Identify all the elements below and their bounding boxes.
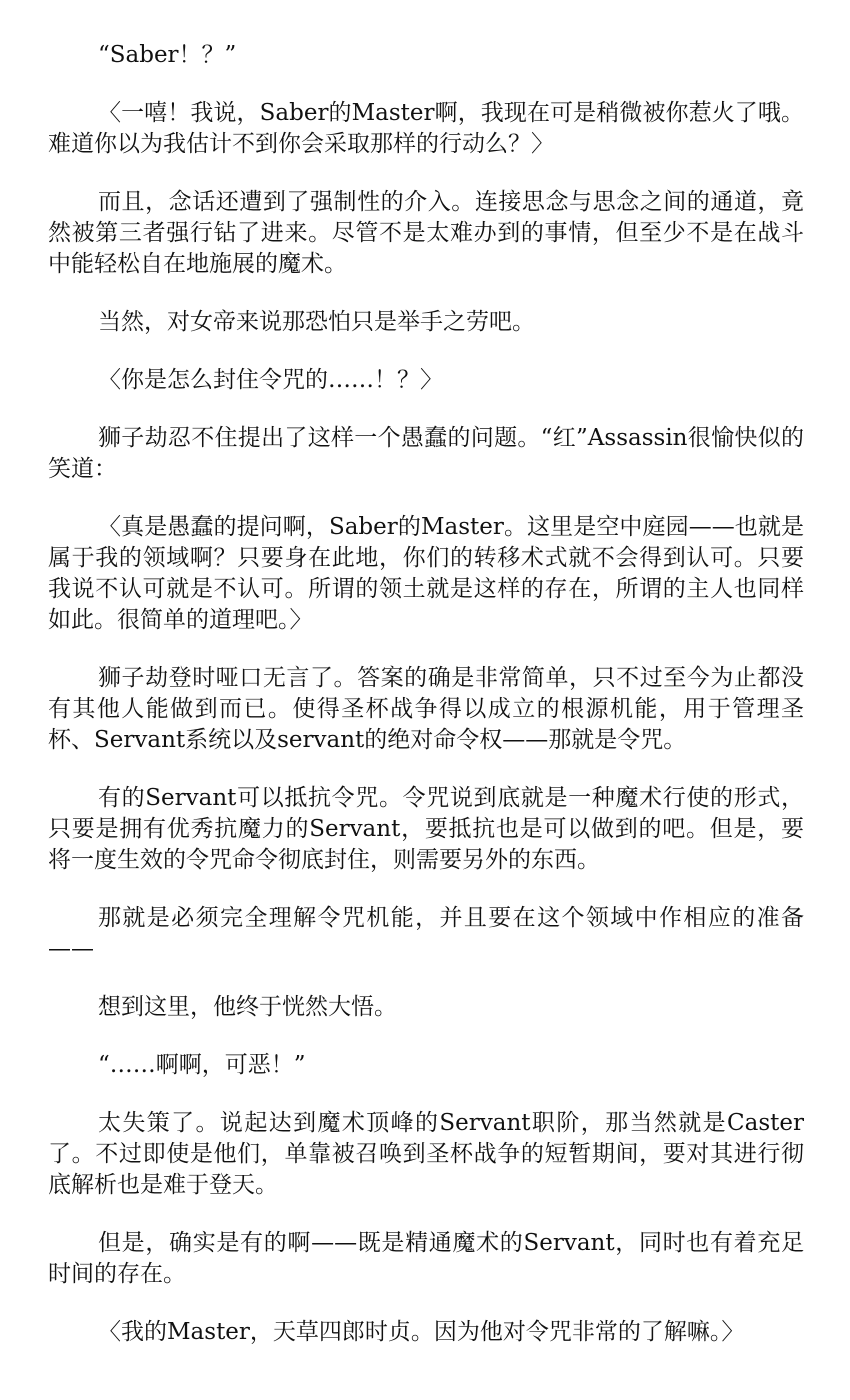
document-page <box>48 40 804 1348</box>
paragraph-12: “……啊啊，可恶！” <box>98 1052 306 1078</box>
paragraph-13: 太失策了。说起达到魔术顶峰的Servant职阶，那当然就是Caster了。不过即使是他们，单靠被召唤到圣杯战争的短暂期间，要对其进行彻底解析也是难于登天。 <box>48 1110 804 1198</box>
paragraph-15: 〈我的Master，天草四郎时贞。因为他对令咒非常的了解嘛。〉 <box>98 1319 745 1345</box>
paragraph-14: 但是，确实是有的啊——既是精通魔术的Servant，同时也有着充足时间的存在。 <box>48 1230 804 1287</box>
paragraph-10: 那就是必须完全理解令咒机能，并且要在这个领域中作相应的准备—— <box>48 905 804 962</box>
paragraph-5: 〈你是怎么封住令咒的……！？〉 <box>98 367 443 393</box>
paragraph-2: 〈一嘻！我说，Saber的Master啊，我现在可是稍微被你惹火了哦。难道你以为我估计不到你会采取那样的行动么？〉 <box>48 100 804 157</box>
paragraph-3: 而且，念话还遭到了强制性的介入。连接思念与思念之间的通道，竟然被第三者强行钻了进来。尽管不是太难办到的事情，但至少不是在战斗中能轻松自在地施展的魔术。 <box>48 189 804 277</box>
paragraph-6: 狮子劫忍不住提出了这样一个愚蠢的问题。“红”Assassin很愉快似的笑道： <box>48 425 804 482</box>
paragraph-7: 〈真是愚蠢的提问啊，Saber的Master。这里是空中庭园——也就是属于我的领域啊？只要身在此地，你们的转移术式就不会得到认可。只要我说不认可就是不认可。所谓的领土就是这样的存在，所谓的主人也同样如此。很简单的道理吧。〉 <box>48 514 804 633</box>
paragraph-1: “Saber！？” <box>98 42 237 68</box>
paragraph-9: 有的Servant可以抵抗令咒。令咒说到底就是一种魔术行使的形式，只要是拥有优秀抗魔力的Servant，要抵抗也是可以做到的吧。但是，要将一度生效的令咒命令彻底封住，则需要另外的东西。 <box>48 785 804 873</box>
paragraph-4: 当然，对女帝来说那恐怕只是举手之劳吧。 <box>98 309 535 335</box>
paragraph-11: 想到这里，他终于恍然大悟。 <box>98 994 397 1020</box>
paragraph-8: 狮子劫登时哑口无言了。答案的确是非常简单，只不过至今为止都没有其他人能做到而已。使得圣杯战争得以成立的根源机能，用于管理圣杯、Servant系统以及servant的绝对命令权——那就是令咒。 <box>48 665 804 753</box>
